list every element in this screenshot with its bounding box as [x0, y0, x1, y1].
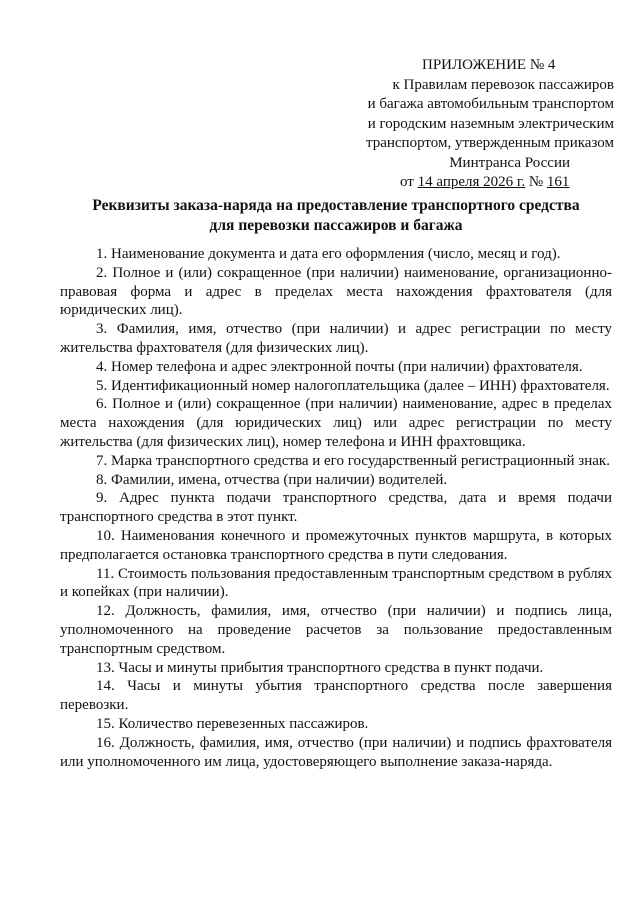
appendix-heading: ПРИЛОЖЕНИЕ № 4: [422, 57, 556, 73]
requisites-list: [60, 245, 612, 771]
appendix-line: транспортом, утвержденным приказом: [365, 135, 614, 151]
list-item: 10. Наименования конечного и промежуточных пунктов маршрута, в которых предполагается остановка транспортного средства в пути следования.: [60, 527, 612, 563]
list-item: 15. Количество перевезенных пассажиров.: [96, 715, 369, 732]
list-item: 3. Фамилия, имя, отчество (при наличии) и адрес регистрации по месту жительства фрахтователя (для физических лиц).: [60, 321, 612, 356]
order-number-prefix: №: [525, 174, 547, 190]
list-item: 14. Часы и минуты убытия транспортного средства после завершения перевозки.: [60, 678, 612, 714]
appendix-line: к Правилам перевозок пассажиров: [392, 76, 614, 93]
list-item: 12. Должность, фамилия, имя, отчество (при наличии) и подпись лица, уполномоченного на проведение расчетов за пользование предоставленным транспортным средством.: [60, 603, 612, 657]
list-item: 4. Номер телефона и адрес электронной почты (при наличии) фрахтователя.: [96, 358, 583, 375]
list-item: 9. Адрес пункта подачи транспортного средства, дата и время подачи транспортного средства в этот пункт.: [60, 490, 612, 526]
order-prefix: от: [400, 174, 418, 190]
list-item: 1. Наименование документа и дата его оформления (число, месяц и год).: [96, 246, 561, 262]
list-item: 5. Идентификационный номер налогоплательщика (далее – ИНН) фрахтователя.: [96, 377, 610, 394]
appendix-line: и багажа автомобильным транспортом: [367, 96, 614, 112]
list-item: 7. Марка транспортного средства и его государственный регистрационный знак.: [96, 452, 610, 469]
appendix-line: Минтранса России: [449, 154, 570, 171]
list-item: 6. Полное и (или) сокращенное (при наличии) наименование, адрес в пределах места нахождения (для юридических лиц) или адрес регистрации по месту жительства (для физических лиц), номер телефона и ИНН фрахтовщика.: [60, 396, 612, 450]
list-item: 13. Часы и минуты прибытия транспортного средства в пункт подачи.: [96, 659, 544, 676]
order-date: 14 апреля 2026 г.: [417, 174, 526, 190]
appendix-order-line: [360, 173, 620, 193]
list-item: 2. Полное и (или) сокращенное (при наличии) наименование, организационно-правовая форма и адрес в пределах места нахождения фрахтователя (для юридических лиц).: [60, 264, 612, 319]
list-item: 11. Стоимость пользования предоставленным транспортным средством в рублях и копейках (при наличии).: [60, 565, 612, 601]
order-number: 161: [546, 174, 570, 190]
title-line-1: Реквизиты заказа-наряда на предоставление транспортного средства: [92, 197, 580, 214]
list-item: 16. Должность, фамилия, имя, отчество (при наличии) и подпись фрахтователя или уполномоченного им лица, удостоверяющего выполнение заказа-наряда.: [60, 734, 612, 770]
document-title: [60, 196, 612, 236]
appendix-line: и городским наземным электрическим: [367, 115, 614, 132]
list-item: 8. Фамилии, имена, отчества (при наличии) водителей.: [96, 471, 448, 488]
appendix-block: [360, 56, 620, 193]
title-line-2: для перевозки пассажиров и багажа: [209, 217, 463, 234]
